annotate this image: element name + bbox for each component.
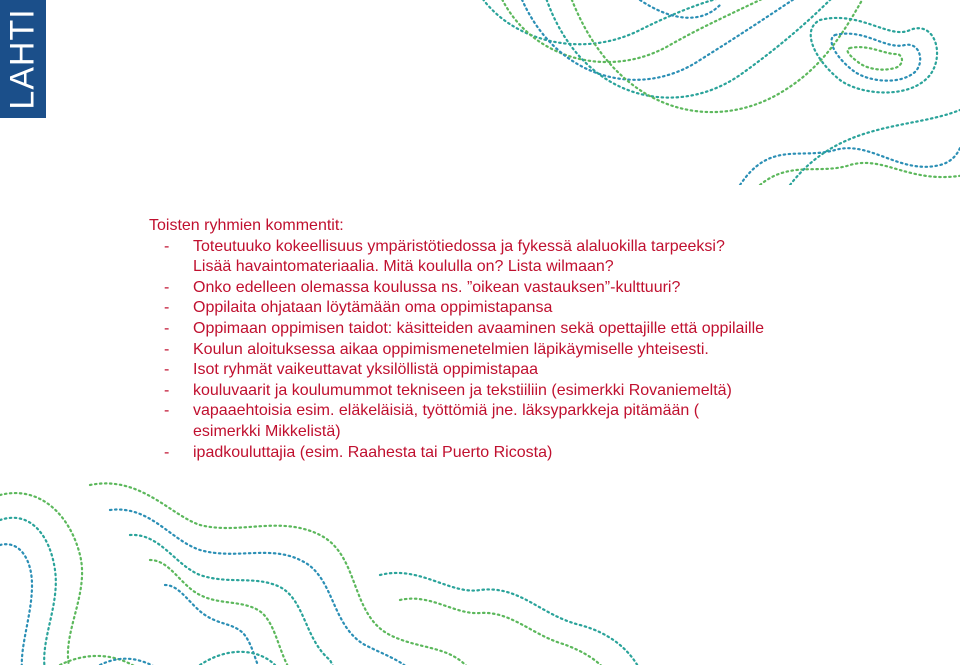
list-dash: - (164, 381, 170, 399)
list-item (149, 443, 949, 464)
list-item (149, 298, 949, 319)
comments-list (149, 237, 949, 464)
list-dash: - (164, 237, 170, 255)
list-dash: - (164, 361, 170, 379)
list-item-line: Oppimaan oppimisen taidot: käsitteiden avaaminen sekä opettajille että oppilaille (193, 319, 765, 337)
list-dash: - (164, 443, 170, 461)
comments-heading: Toisten ryhmien kommentit: (149, 217, 344, 234)
list-item (149, 319, 949, 340)
logo-text: LAHTI (3, 8, 42, 110)
list-item (149, 278, 949, 299)
list-dash: - (164, 299, 170, 317)
decorative-contour-pattern-top (440, 0, 960, 185)
list-item-line: kouluvaarit ja koulumummot tekniseen ja tekstiiliin (esimerkki Rovaniemeltä) (193, 381, 732, 399)
list-dash: - (164, 340, 170, 358)
list-item-line: Onko edelleen olemassa koulussa ns. ”oikean vastauksen”-kulttuuri? (193, 278, 681, 296)
list-item-line: ipadkouluttajia (esim. Raahesta tai Puerto Ricosta) (193, 443, 553, 461)
list-dash: - (164, 278, 170, 296)
list-item-line: Isot ryhmät vaikeuttavat yksilöllistä oppimistapaa (193, 361, 539, 379)
list-item-line: Oppilaita ohjataan löytämään oma oppimistapansa (193, 299, 553, 317)
list-item-line: Lisää havaintomateriaalia. Mitä koululla on? Lista wilmaan? (193, 258, 614, 276)
list-item (149, 401, 949, 442)
list-item-line: vapaaehtoisia esim. eläkeläisiä, työttömiä jne. läksyparkkeja pitämään ( (193, 402, 700, 420)
list-item (149, 360, 949, 381)
list-item (149, 237, 949, 278)
list-item-line: Koulun aloituksessa aikaa oppimismenetelmien läpikäymiselle yhteisesti. (193, 340, 709, 358)
lahti-logo (0, 0, 46, 118)
list-item-line: Toteutuuko kokeellisuus ympäristötiedossa ja fykessä alaluokilla tarpeeksi? (193, 237, 725, 255)
list-item (149, 381, 949, 402)
decorative-contour-pattern-bottom (0, 475, 640, 665)
list-item (149, 340, 949, 361)
list-dash: - (164, 402, 170, 420)
list-item-line: esimerkki Mikkelistä) (193, 422, 341, 440)
list-dash: - (164, 319, 170, 337)
comments-section (149, 216, 949, 463)
